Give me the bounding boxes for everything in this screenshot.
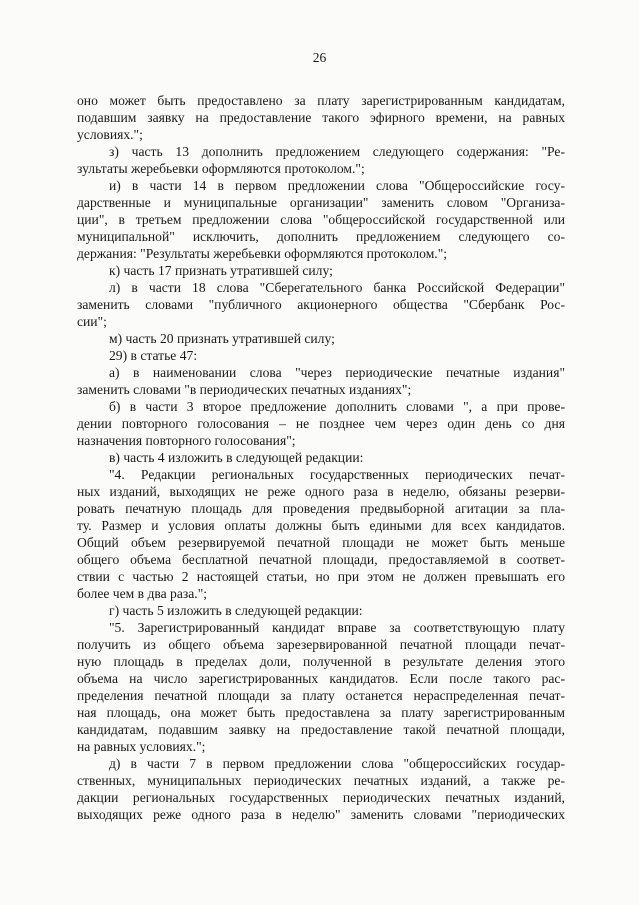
text-line: д) в части 7 в первом предложении слова "общероссийских государ- [109, 756, 565, 771]
text-line: дарственные и муниципальные организации" заменить словом "Организа- [77, 195, 565, 210]
text-line: ственных, муниципальных периодических печатных изданий, а также ре- [77, 773, 565, 788]
text-line: Общий объем резервируемой печатной площади не может быть меньше [77, 535, 565, 550]
text-line: общего объема бесплатной печатной площади, предоставляемой в соответ- [77, 552, 565, 567]
text-line: пределения печатной площади за плату останется нераспределенная печат- [77, 688, 565, 703]
text-line: ную площадь в пределах доли, полученной в результате деления этого [77, 654, 565, 669]
text-line: а) в наименовании слова "через периодические печатные издания" [109, 365, 565, 380]
text-line: ных изданий, выходящих не реже одного раза в неделю, обязаны резерви- [77, 484, 565, 499]
text-line: к) часть 17 признать утратившей силу; [109, 263, 333, 278]
text-line: заменить словами "публичного акционерного общества "Сбербанк Рос- [77, 297, 565, 312]
text-line: м) часть 20 признать утратившей силу; [109, 331, 335, 346]
text-line: подавшим заявку на предоставление такого эфирного времени, на равных [77, 110, 565, 125]
text-line: муниципальной" исключить, дополнить предложением следующего со- [77, 229, 565, 244]
text-line: 29) в статье 47: [109, 348, 198, 363]
text-line: ровать печатную площадь для проведения предвыборной агитации за пла- [77, 501, 565, 516]
text-line: выходящих реже одного раза в неделю" заменить словами "периодических [77, 807, 565, 822]
text-line: назначения повторного голосования"; [77, 433, 296, 448]
text-line: г) часть 5 изложить в следующей редакции: [109, 603, 363, 618]
page-number: 26 [312, 50, 327, 65]
text-line: объема на число зарегистрированных кандидатов. Если после такого рас- [77, 671, 565, 686]
text-line: б) в части 3 второе предложение дополнить словами ", а при прове- [109, 399, 565, 414]
text-line: ту. Размер и условия оплаты должны быть едиными для всех кандидатов. [77, 518, 565, 533]
text-line: зультаты жеребьевки оформляются протоколом."; [77, 161, 365, 176]
text-line: ствии с частью 2 настоящей статьи, но при этом не должен превышать его [77, 569, 565, 584]
text-line: ции", в третьем предложении слова "общероссийской государственной или [77, 212, 565, 227]
text-line: условиях."; [77, 127, 143, 142]
text-line: "4. Редакции региональных государственных периодических печат- [109, 467, 565, 482]
text-line: "5. Зарегистрированный кандидат вправе за соответствующую плату [109, 620, 565, 635]
text-line: в) часть 4 изложить в следующей редакции: [109, 450, 364, 465]
text-line: более чем в два раза."; [77, 586, 208, 601]
text-line: заменить словами "в периодических печатных изданиях"; [77, 382, 412, 397]
text-line: дении повторного голосования – не позднее чем через один день со дня [77, 416, 565, 431]
text-line: дакции региональных государственных периодических печатных изданий, [77, 790, 565, 805]
text-line: сии"; [77, 314, 107, 329]
text-line: на равных условиях."; [77, 739, 206, 754]
text-line: кандидатам, подавшим заявку на предоставление такой печатной площади, [77, 722, 565, 737]
text-line: оно может быть предоставлено за плату зарегистрированным кандидатам, [77, 93, 565, 108]
text-line: ная площадь, она может быть предоставлена за плату зарегистрированным [77, 705, 565, 720]
text-line: л) в части 18 слова "Сберегательного банка Российской Федерации" [109, 280, 565, 295]
text-line: з) часть 13 дополнить предложением следующего содержания: "Ре- [109, 144, 565, 159]
text-line: и) в части 14 в первом предложении слова "Общероссийские госу- [109, 178, 565, 193]
text-line: получить из общего объема зарезервированной печатной площади печат- [77, 637, 565, 652]
text-line: держания: "Результаты жеребьевки оформляются протоколом."; [77, 246, 448, 261]
